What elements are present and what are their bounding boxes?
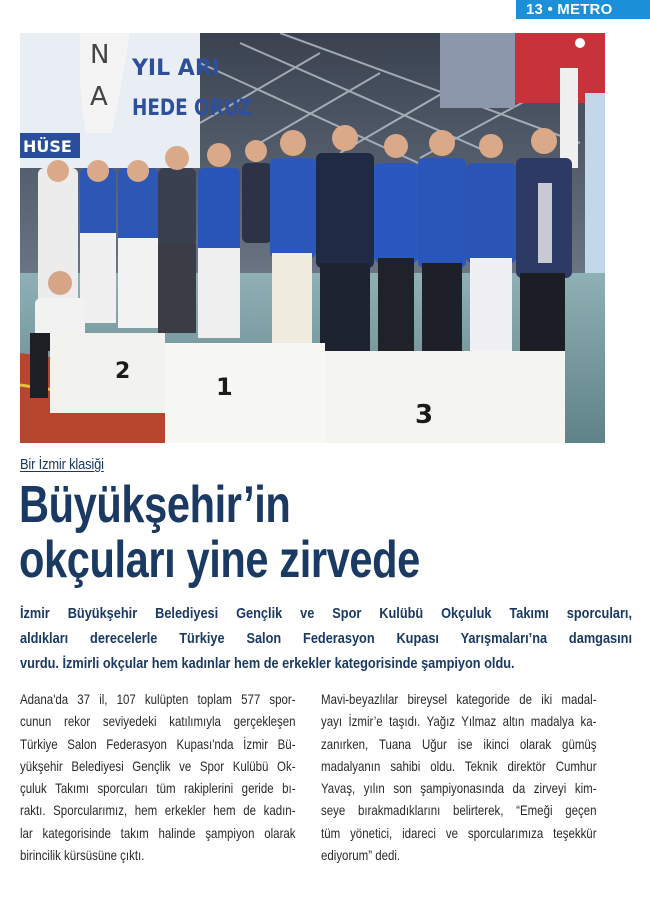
banner-text-2: HEDE ORUZ (132, 96, 252, 121)
body-line: cunun rekor seviyedeki katılımıyla gerçekleşen (20, 713, 296, 730)
team-podium-photo (20, 33, 605, 443)
page-section-badge (516, 0, 650, 19)
headline-line-2: okçuları yine zirvede (19, 531, 420, 589)
body-line: Mavi-beyazlılar bireysel kategoride de iki madal- (321, 691, 597, 707)
body-line: çuluk Takımı sporcuları tüm rakiplerini geride bı- (20, 780, 296, 797)
body-line: ediyorum” dedi. (321, 847, 401, 864)
body-line: Yavaş, yılın son şampiyonasında da zirveyi kim- (321, 780, 597, 797)
headline-line-1: Büyükşehir’in (19, 476, 291, 534)
section-name: METRO (557, 1, 613, 18)
body-column-left (20, 688, 305, 866)
flag-letter-a: A (90, 82, 108, 112)
body-line: lar kategorisinde takım halinde şampiyon olarak (20, 824, 296, 841)
flag-letter-n: N (90, 40, 110, 70)
feather-flag-right (560, 68, 578, 168)
body-line: yükşehir Belediyesi Gençlik ve Spor Kulübü Ok- (20, 757, 296, 774)
body-line: zanırken, Tuana Uğur ise ikinci olarak gümüş (321, 735, 597, 752)
page-number: 13 (526, 1, 544, 18)
article-lead (20, 601, 632, 676)
podium-third (325, 351, 565, 443)
flag-star-icon (575, 38, 585, 48)
banner-text-3: HÜSE (23, 137, 72, 156)
body-line: Adana'da 37 il, 107 kulüpten toplam 577 spor- (20, 691, 296, 707)
podium-number-2: 2 (115, 359, 131, 384)
body-line: raktı. Sporcularımız, hem erkekler hem de kadın- (20, 802, 296, 819)
banner-text-1: YIL ARI (132, 56, 220, 81)
lead-line: vurdu. İzmirli okçular hem kadınlar hem de erkekler kategorisinde şampiyon oldu. (20, 655, 515, 672)
body-line: tüm yönetici, idareci ve sporcularımıza teşekkür (321, 824, 597, 841)
body-line: birincilik kürsüsüne çıktı. (20, 847, 145, 864)
body-line: yayı İzmir’e taşıdı. Yağız Yılmaz altın madalya ka- (321, 713, 597, 730)
badge-separator: • (547, 1, 553, 18)
article-headline (19, 478, 627, 588)
podium-number-3: 3 (415, 400, 434, 430)
body-column-right (321, 688, 606, 866)
lead-line: İzmir Büyükşehir Belediyesi Gençlik ve Spor Kulübü Okçuluk Takımı sporcuları, (20, 605, 632, 622)
portrait-banner (440, 33, 515, 108)
podium-first (165, 343, 325, 443)
body-line: seye bırakmadıklarını belirterek, “Emeği geçen (321, 802, 597, 819)
body-line: Türkiye Salon Federasyon Kupası'nda İzmir Bü- (20, 735, 296, 752)
podium-second (50, 333, 165, 413)
body-line: madalyanın sahibi oldu. Teknik direktör Cumhur (321, 757, 597, 774)
article-photo (20, 33, 605, 443)
podium-number-1: 1 (216, 373, 233, 401)
blue-flag (585, 93, 605, 283)
lead-line: aldıkları derecelerle Türkiye Salon Federasyon Kupası Yarışmaları’na damgasını (20, 630, 632, 647)
article-kicker[interactable]: Bir İzmir klasiği (20, 456, 104, 473)
